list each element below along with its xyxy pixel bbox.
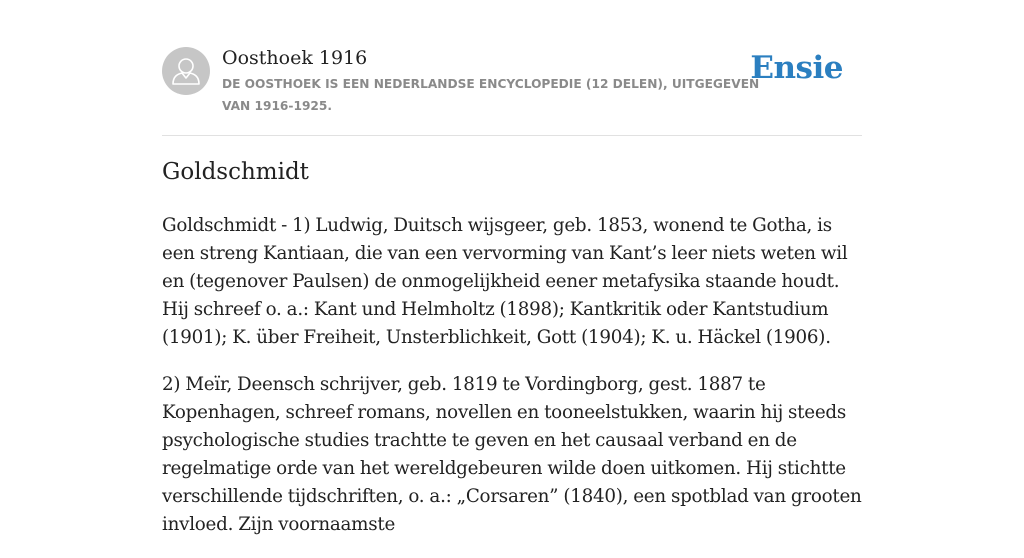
article-title: Goldschmidt [162, 159, 309, 185]
user-silhouette-icon [162, 47, 210, 95]
article-body [162, 212, 862, 558]
source-header [162, 46, 862, 136]
article-paragraph: 2) Meïr, Deensch schrijver, geb. 1819 te Vordingborg, gest. 1887 te Kopenhagen, schreef romans, novellen en tooneelstukken, waarin hij steeds psychologische studies trachtte te geven en het causaal verband en de regelmatige orde van het wereldgebeuren wilde doen uitkomen. Hij stichtte verschillende tijdschriften, o. a.: „Corsaren” (1840), een spotblad van grooten invloed. Zijn voornaamste [162, 374, 862, 535]
ensie-logo[interactable]: Ensie [750, 50, 843, 86]
header-divider [162, 135, 862, 136]
page [162, 0, 862, 535]
source-name[interactable]: Oosthoek 1916 [222, 47, 368, 69]
avatar [162, 47, 210, 95]
source-description: DE OOSTHOEK IS EEN NEDERLANDSE ENCYCLOPEDIE (12 DELEN), UITGEGEVEN VAN 1916-1925. [222, 77, 760, 113]
article-paragraph: Goldschmidt - 1) Ludwig, Duitsch wijsgeer, geb. 1853, wonend te Gotha, is een streng Kantiaan, die van een vervorming van Kant’s leer niets weten wil en (tegenover Paulsen) de onmogelijkheid eener metafysika staande houdt. Hij schreef o. a.: Kant und Helmholtz (1898); Kantkritik oder Kantstudium (1901); K. über Freiheit, Unsterblichkeit, Gott (1904); K. u. Häckel (1906). [162, 215, 848, 348]
